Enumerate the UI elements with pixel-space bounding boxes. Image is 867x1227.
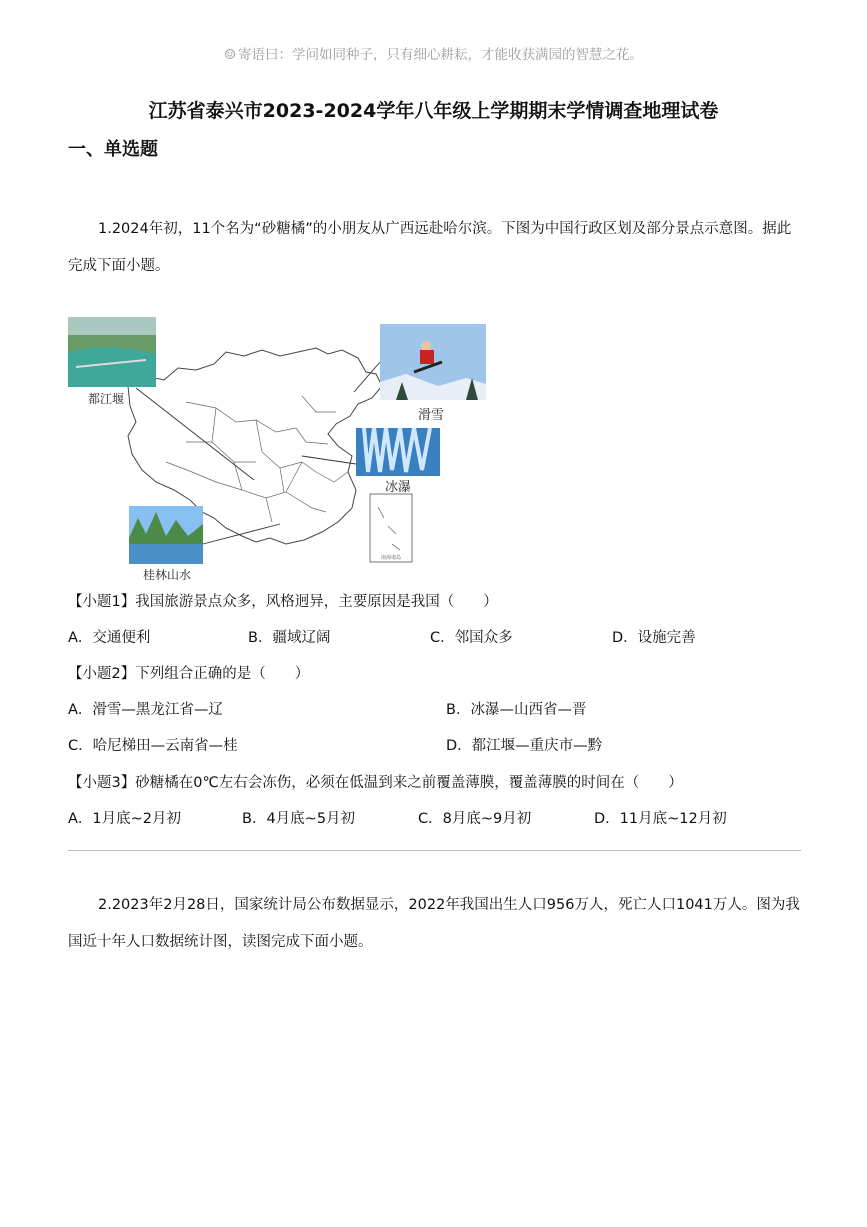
subquestion-3-option-c: C．8月底~9月初 <box>418 811 532 827</box>
subquestion-1-option-d: D．设施完善 <box>612 630 696 646</box>
smile-icon: ☺ <box>223 47 237 63</box>
question-divider <box>68 850 801 851</box>
subquestion-2-stem: 【小题2】下列组合正确的是（ ） <box>68 666 310 682</box>
subquestion-2-option-b: B．冰瀑—山西省—晋 <box>446 702 587 718</box>
header-motto <box>0 43 867 63</box>
subquestion-3-option-b: B．4月底~5月初 <box>242 811 356 827</box>
motto-text: 寄语曰：学问如同种子，只有细心耕耘，才能收获满园的智慧之花。 <box>238 47 644 63</box>
caption-dujiangyan: 都江堰 <box>88 392 125 406</box>
china-map-figure <box>66 312 491 582</box>
guilin-photo <box>129 506 203 564</box>
question-1-stem: 1.2024年初，11个名为“砂糖橘”的小朋友从广西远赴哈尔滨。下图为中国行政区划及部分景点示意图。据此完成下面小题。 <box>68 221 792 274</box>
subquestion-1-option-a: A．交通便利 <box>68 630 151 646</box>
caption-ski: 滑雪 <box>418 408 445 423</box>
subquestion-3-option-a: A．1月底~2月初 <box>68 811 182 827</box>
subquestion-3-stem: 【小题3】砂糖橘在0℃左右会冻伤，必须在低温到来之前覆盖薄膜，覆盖薄膜的时间在（ ） <box>68 775 683 791</box>
ski-photo <box>380 324 486 400</box>
icefall-photo <box>356 428 440 476</box>
caption-icefall: 冰瀑 <box>385 480 412 495</box>
subquestion-2-option-c: C．哈尼梯田—云南省—桂 <box>68 738 238 754</box>
caption-guilin: 桂林山水 <box>143 568 192 582</box>
section-heading: 一、单选题 <box>68 139 158 160</box>
subquestion-2-option-d: D．都江堰—重庆市—黔 <box>446 738 603 754</box>
subquestion-3-option-d: D．11月底~12月初 <box>594 811 727 827</box>
question-2-stem: 2.2023年2月28日，国家统计局公布数据显示，2022年我国出生人口956万人，死亡人口1041万人。图为我国近十年人口数据统计图，读图完成下面小题。 <box>68 897 800 950</box>
subquestion-1-option-b: B．疆域辽阔 <box>248 630 331 646</box>
subquestion-1-stem: 【小题1】我国旅游景点众多，风格迥异，主要原因是我国（ ） <box>68 594 498 610</box>
inset-label: 南海诸岛 <box>380 555 402 561</box>
south-china-sea-inset <box>370 494 412 562</box>
subquestion-2-option-a: A．滑雪—黑龙江省—辽 <box>68 702 223 718</box>
page-title: 江苏省泰兴市2023-2024学年八年级上学期期末学情调查地理试卷 <box>148 100 719 122</box>
dujiangyan-photo <box>68 317 156 387</box>
subquestion-1-option-c: C．邻国众多 <box>430 630 513 646</box>
